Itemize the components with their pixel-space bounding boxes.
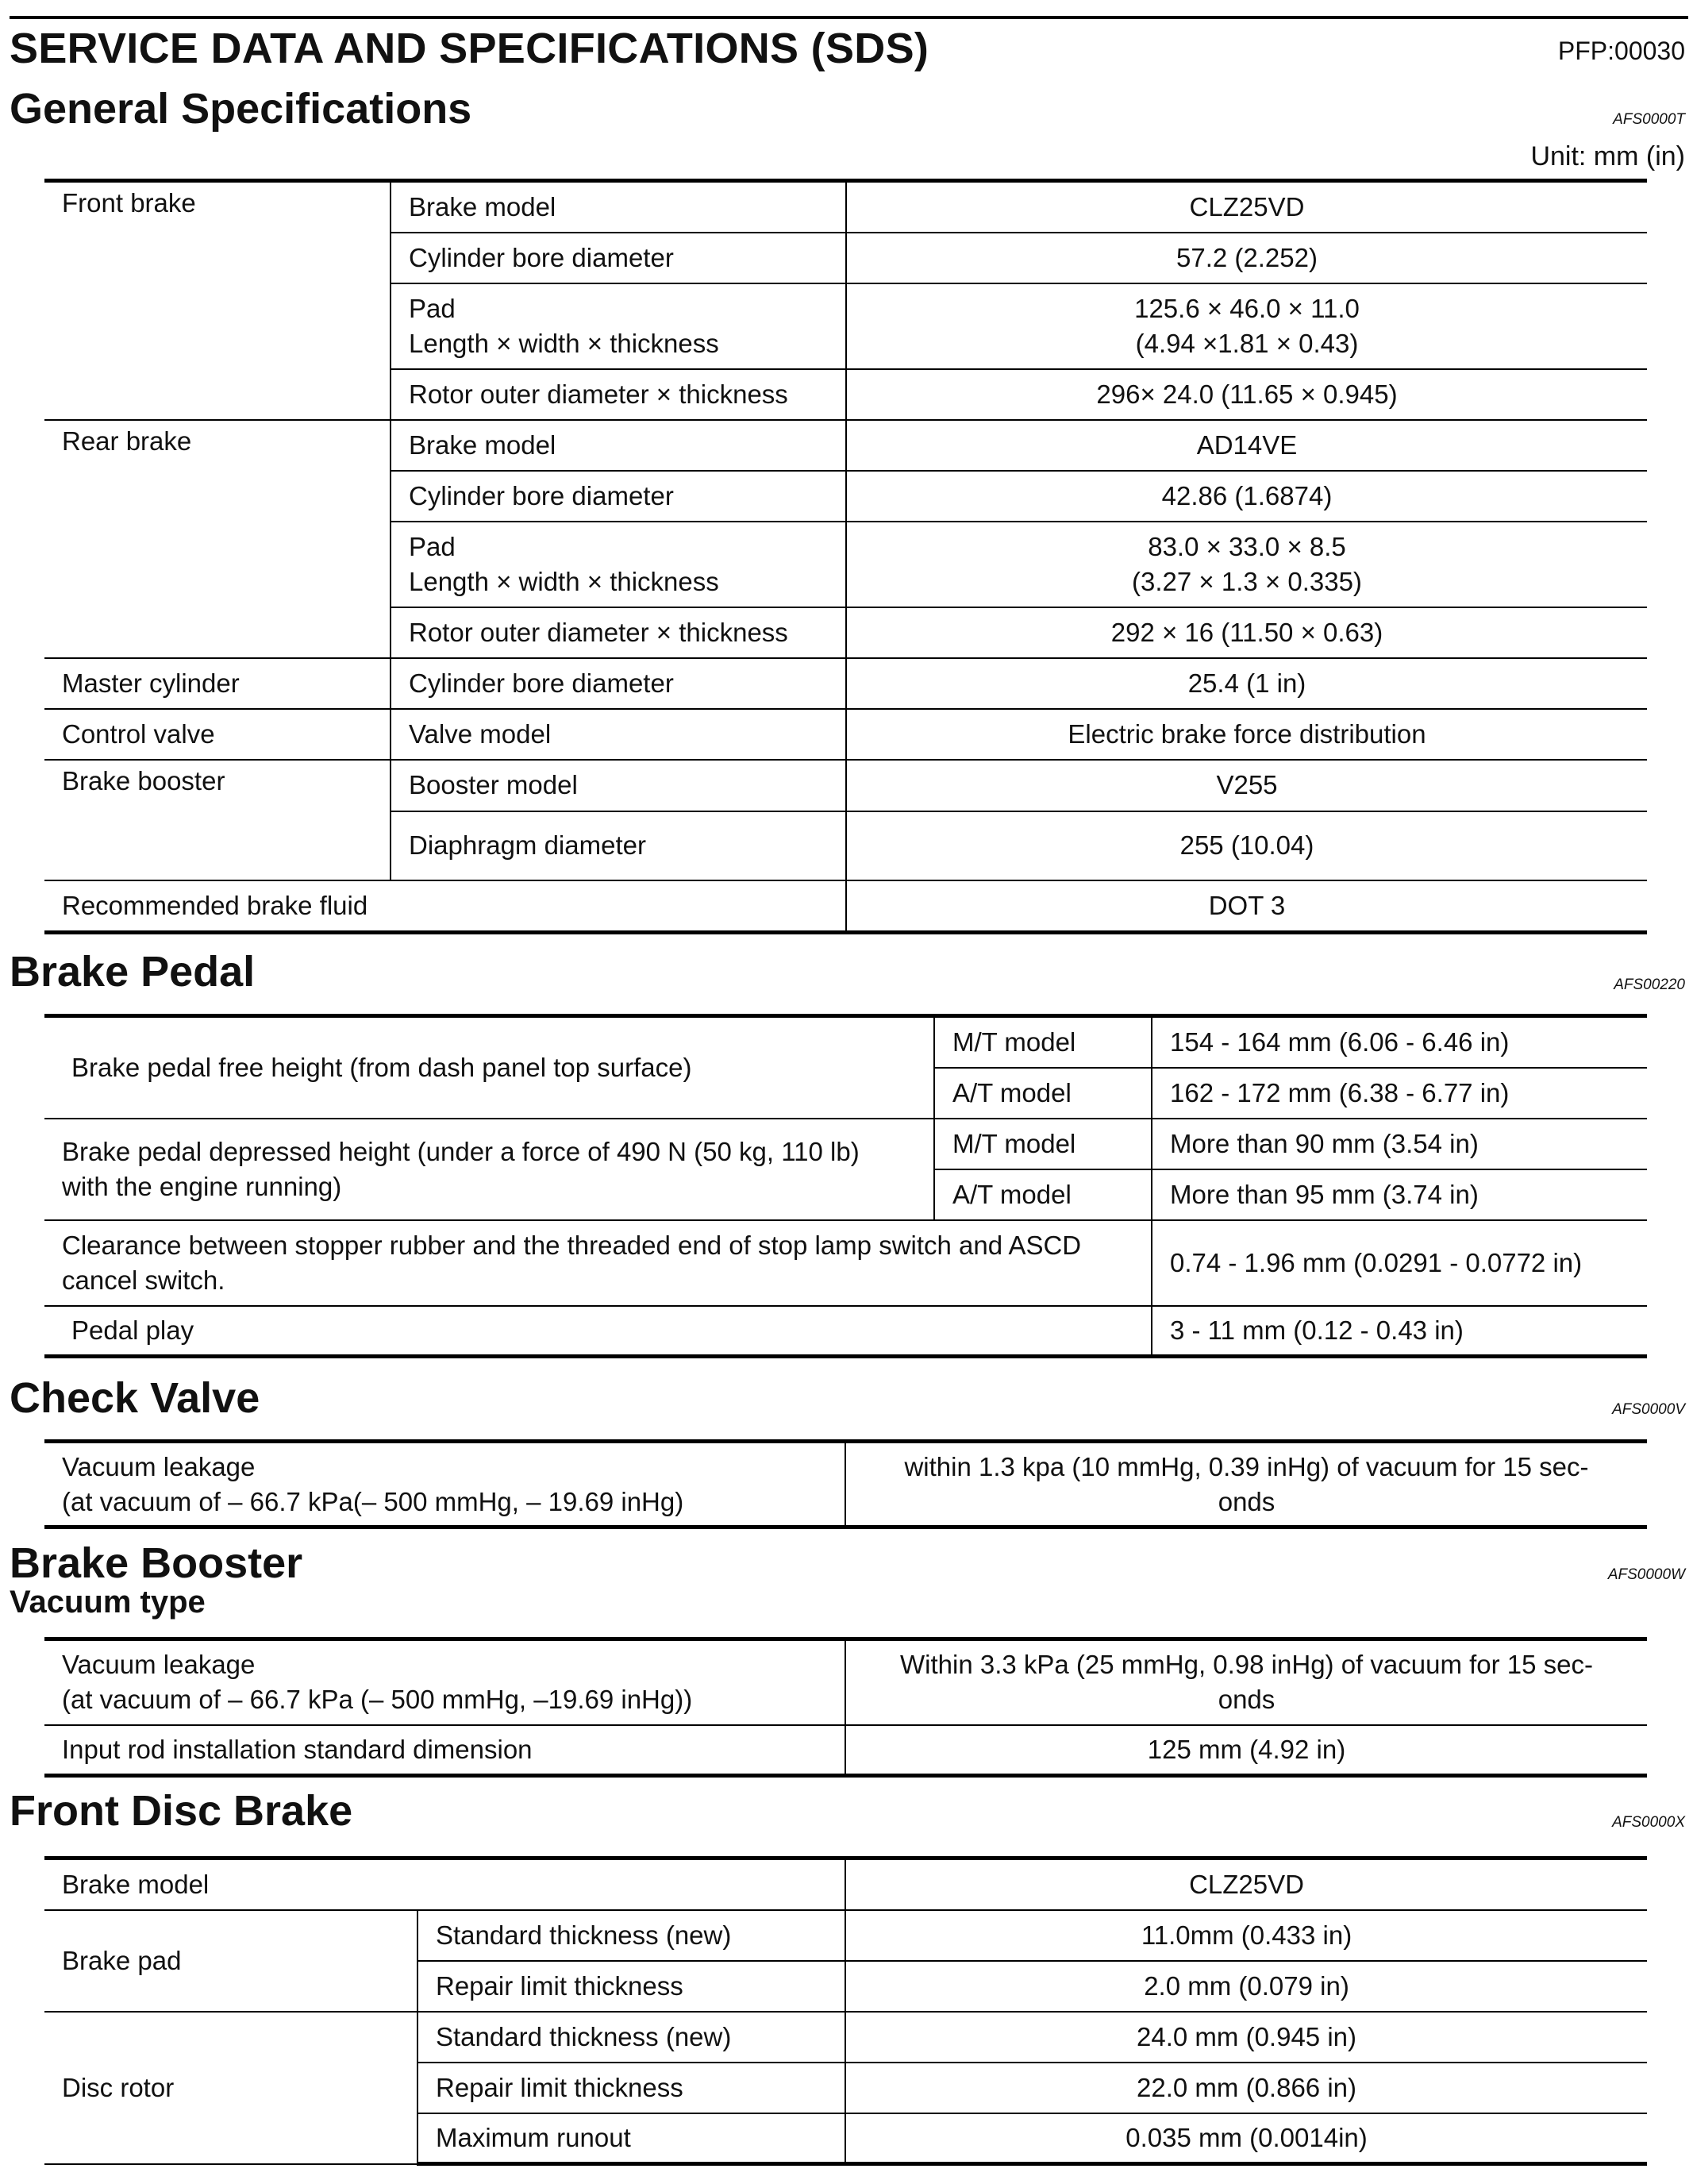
- front-brake-label: Front brake: [44, 181, 391, 420]
- brake-pedal-title: Brake Pedal: [10, 948, 256, 996]
- rear-bore-value: 42.86 (1.6874): [846, 471, 1647, 522]
- general-specs-table: [44, 179, 1647, 934]
- brake-pedal-table: [44, 1014, 1647, 1358]
- table-row: [44, 760, 1647, 811]
- rear-pad-value: 83.0 × 33.0 × 8.5 (3.27 × 1.3 × 0.335): [846, 522, 1647, 607]
- table-row: [44, 181, 1647, 233]
- master-cylinder-value: 25.4 (1 in): [846, 658, 1647, 709]
- depressed-height-label: Brake pedal depressed height (under a force of 490 N (50 kg, 110 lb) with the engine running): [44, 1119, 934, 1220]
- free-height-at-value: 162 - 172 mm (6.38 - 6.77 in): [1152, 1068, 1647, 1119]
- check-valve-table: [44, 1439, 1647, 1529]
- rear-bore-label: Cylinder bore diameter: [391, 471, 846, 522]
- depressed-at-label: A/T model: [934, 1169, 1152, 1220]
- rotor-runout-value: 0.035 mm (0.0014in): [845, 2113, 1647, 2164]
- rear-rotor-label: Rotor outer diameter × thickness: [391, 607, 846, 658]
- booster-model-value: V255: [846, 760, 1647, 811]
- depressed-at-value: More than 95 mm (3.74 in): [1152, 1169, 1647, 1220]
- pedal-play-label: Pedal play: [44, 1306, 1152, 1357]
- front-pad-value: 125.6 × 46.0 × 11.0 (4.94 ×1.81 × 0.43): [846, 283, 1647, 369]
- check-valve-value: within 1.3 kpa (10 mmHg, 0.39 inHg) of vacuum for 15 sec- onds: [845, 1442, 1647, 1527]
- master-cylinder-label: Master cylinder: [44, 658, 391, 709]
- master-cylinder-item: Cylinder bore diameter: [391, 658, 846, 709]
- rear-brake-model-label: Brake model: [391, 420, 846, 471]
- general-specs-title: General Specifications: [10, 85, 472, 133]
- pedal-play-value: 3 - 11 mm (0.12 - 0.43 in): [1152, 1306, 1647, 1357]
- depressed-mt-value: More than 90 mm (3.54 in): [1152, 1119, 1647, 1169]
- page-title: SERVICE DATA AND SPECIFICATIONS (SDS): [10, 25, 929, 72]
- free-height-label: Brake pedal free height (from dash panel top surface): [44, 1016, 934, 1119]
- table-row: [44, 1639, 1647, 1725]
- front-brake-model-value: CLZ25VD: [846, 181, 1647, 233]
- rotor-limit-label: Repair limit thickness: [417, 2063, 845, 2113]
- table-row: [44, 709, 1647, 760]
- free-height-at-label: A/T model: [934, 1068, 1152, 1119]
- rotor-std-value: 24.0 mm (0.945 in): [845, 2012, 1647, 2063]
- rear-rotor-value: 292 × 16 (11.50 × 0.63): [846, 607, 1647, 658]
- check-valve-label: Vacuum leakage (at vacuum of – 66.7 kPa(– 500 mmHg, – 19.69 inHg): [44, 1442, 845, 1527]
- vacuum-type-subtitle: Vacuum type: [10, 1585, 206, 1620]
- disc-model-value: CLZ25VD: [845, 1859, 1647, 1910]
- booster-model-label: Booster model: [391, 760, 846, 811]
- check-valve-title: Check Valve: [10, 1374, 260, 1422]
- brake-booster-title: Brake Booster: [10, 1539, 303, 1587]
- check-valve-code: AFS0000V: [1612, 1401, 1685, 1418]
- free-height-mt-value: 154 - 164 mm (6.06 - 6.46 in): [1152, 1016, 1647, 1068]
- disc-model-label: Brake model: [44, 1859, 845, 1910]
- booster-leak-value: Within 3.3 kPa (25 mmHg, 0.98 inHg) of vacuum for 15 sec- onds: [845, 1639, 1647, 1725]
- front-bore-value: 57.2 (2.252): [846, 233, 1647, 283]
- table-row: [44, 1220, 1647, 1306]
- front-bore-label: Cylinder bore diameter: [391, 233, 846, 283]
- control-valve-item: Valve model: [391, 709, 846, 760]
- table-row: [44, 1119, 1647, 1169]
- brake-pad-label: Brake pad: [44, 1910, 417, 2012]
- pad-std-label: Standard thickness (new): [417, 1910, 845, 1961]
- brake-fluid-label: Recommended brake fluid: [44, 880, 846, 933]
- clearance-value: 0.74 - 1.96 mm (0.0291 - 0.0772 in): [1152, 1220, 1647, 1306]
- table-row: [44, 1016, 1647, 1068]
- input-rod-label: Input rod installation standard dimension: [44, 1725, 845, 1776]
- rear-pad-label: Pad Length × width × thickness: [391, 522, 846, 607]
- table-row: [44, 658, 1647, 709]
- table-row: [44, 1859, 1647, 1910]
- pad-limit-value: 2.0 mm (0.079 in): [845, 1961, 1647, 2012]
- brake-booster-table: [44, 1637, 1647, 1778]
- general-specs-code: AFS0000T: [1613, 111, 1685, 128]
- front-disc-brake-code: AFS0000X: [1612, 1814, 1685, 1831]
- table-row: [44, 1442, 1647, 1527]
- front-disc-brake-title: Front Disc Brake: [10, 1787, 353, 1835]
- brake-pedal-code: AFS00220: [1614, 976, 1685, 993]
- pad-std-value: 11.0mm (0.433 in): [845, 1910, 1647, 1961]
- front-disc-brake-table: [44, 1856, 1647, 2166]
- page-code: PFP:00030: [1557, 37, 1685, 65]
- diaphragm-label: Diaphragm diameter: [391, 811, 846, 880]
- control-valve-value: Electric brake force distribution: [846, 709, 1647, 760]
- rotor-limit-value: 22.0 mm (0.866 in): [845, 2063, 1647, 2113]
- rear-brake-model-value: AD14VE: [846, 420, 1647, 471]
- input-rod-value: 125 mm (4.92 in): [845, 1725, 1647, 1776]
- depressed-mt-label: M/T model: [934, 1119, 1152, 1169]
- unit-label: Unit: mm (in): [1530, 141, 1685, 171]
- table-row: [44, 1306, 1647, 1357]
- table-row: [44, 2012, 1647, 2063]
- pad-limit-label: Repair limit thickness: [417, 1961, 845, 2012]
- booster-leak-label: Vacuum leakage (at vacuum of – 66.7 kPa (– 500 mmHg, –19.69 inHg)): [44, 1639, 845, 1725]
- free-height-mt-label: M/T model: [934, 1016, 1152, 1068]
- brake-fluid-value: DOT 3: [846, 880, 1647, 933]
- disc-rotor-label: Disc rotor: [44, 2012, 417, 2164]
- rotor-runout-label: Maximum runout: [417, 2113, 845, 2164]
- table-row: [44, 1910, 1647, 1961]
- rotor-std-label: Standard thickness (new): [417, 2012, 845, 2063]
- table-row: [44, 880, 1647, 933]
- control-valve-label: Control valve: [44, 709, 391, 760]
- table-row: [44, 420, 1647, 471]
- rear-brake-label: Rear brake: [44, 420, 391, 658]
- front-pad-label: Pad Length × width × thickness: [391, 283, 846, 369]
- front-rotor-value: 296× 24.0 (11.65 × 0.945): [846, 369, 1647, 420]
- top-rule: [10, 16, 1688, 19]
- table-row: [44, 1725, 1647, 1776]
- brake-booster-label: Brake booster: [44, 760, 391, 880]
- diaphragm-value: 255 (10.04): [846, 811, 1647, 880]
- clearance-label: Clearance between stopper rubber and the threaded end of stop lamp switch and ASCD cancel switch.: [44, 1220, 1152, 1306]
- front-brake-model-label: Brake model: [391, 181, 846, 233]
- brake-booster-code: AFS0000W: [1607, 1566, 1685, 1583]
- front-rotor-label: Rotor outer diameter × thickness: [391, 369, 846, 420]
